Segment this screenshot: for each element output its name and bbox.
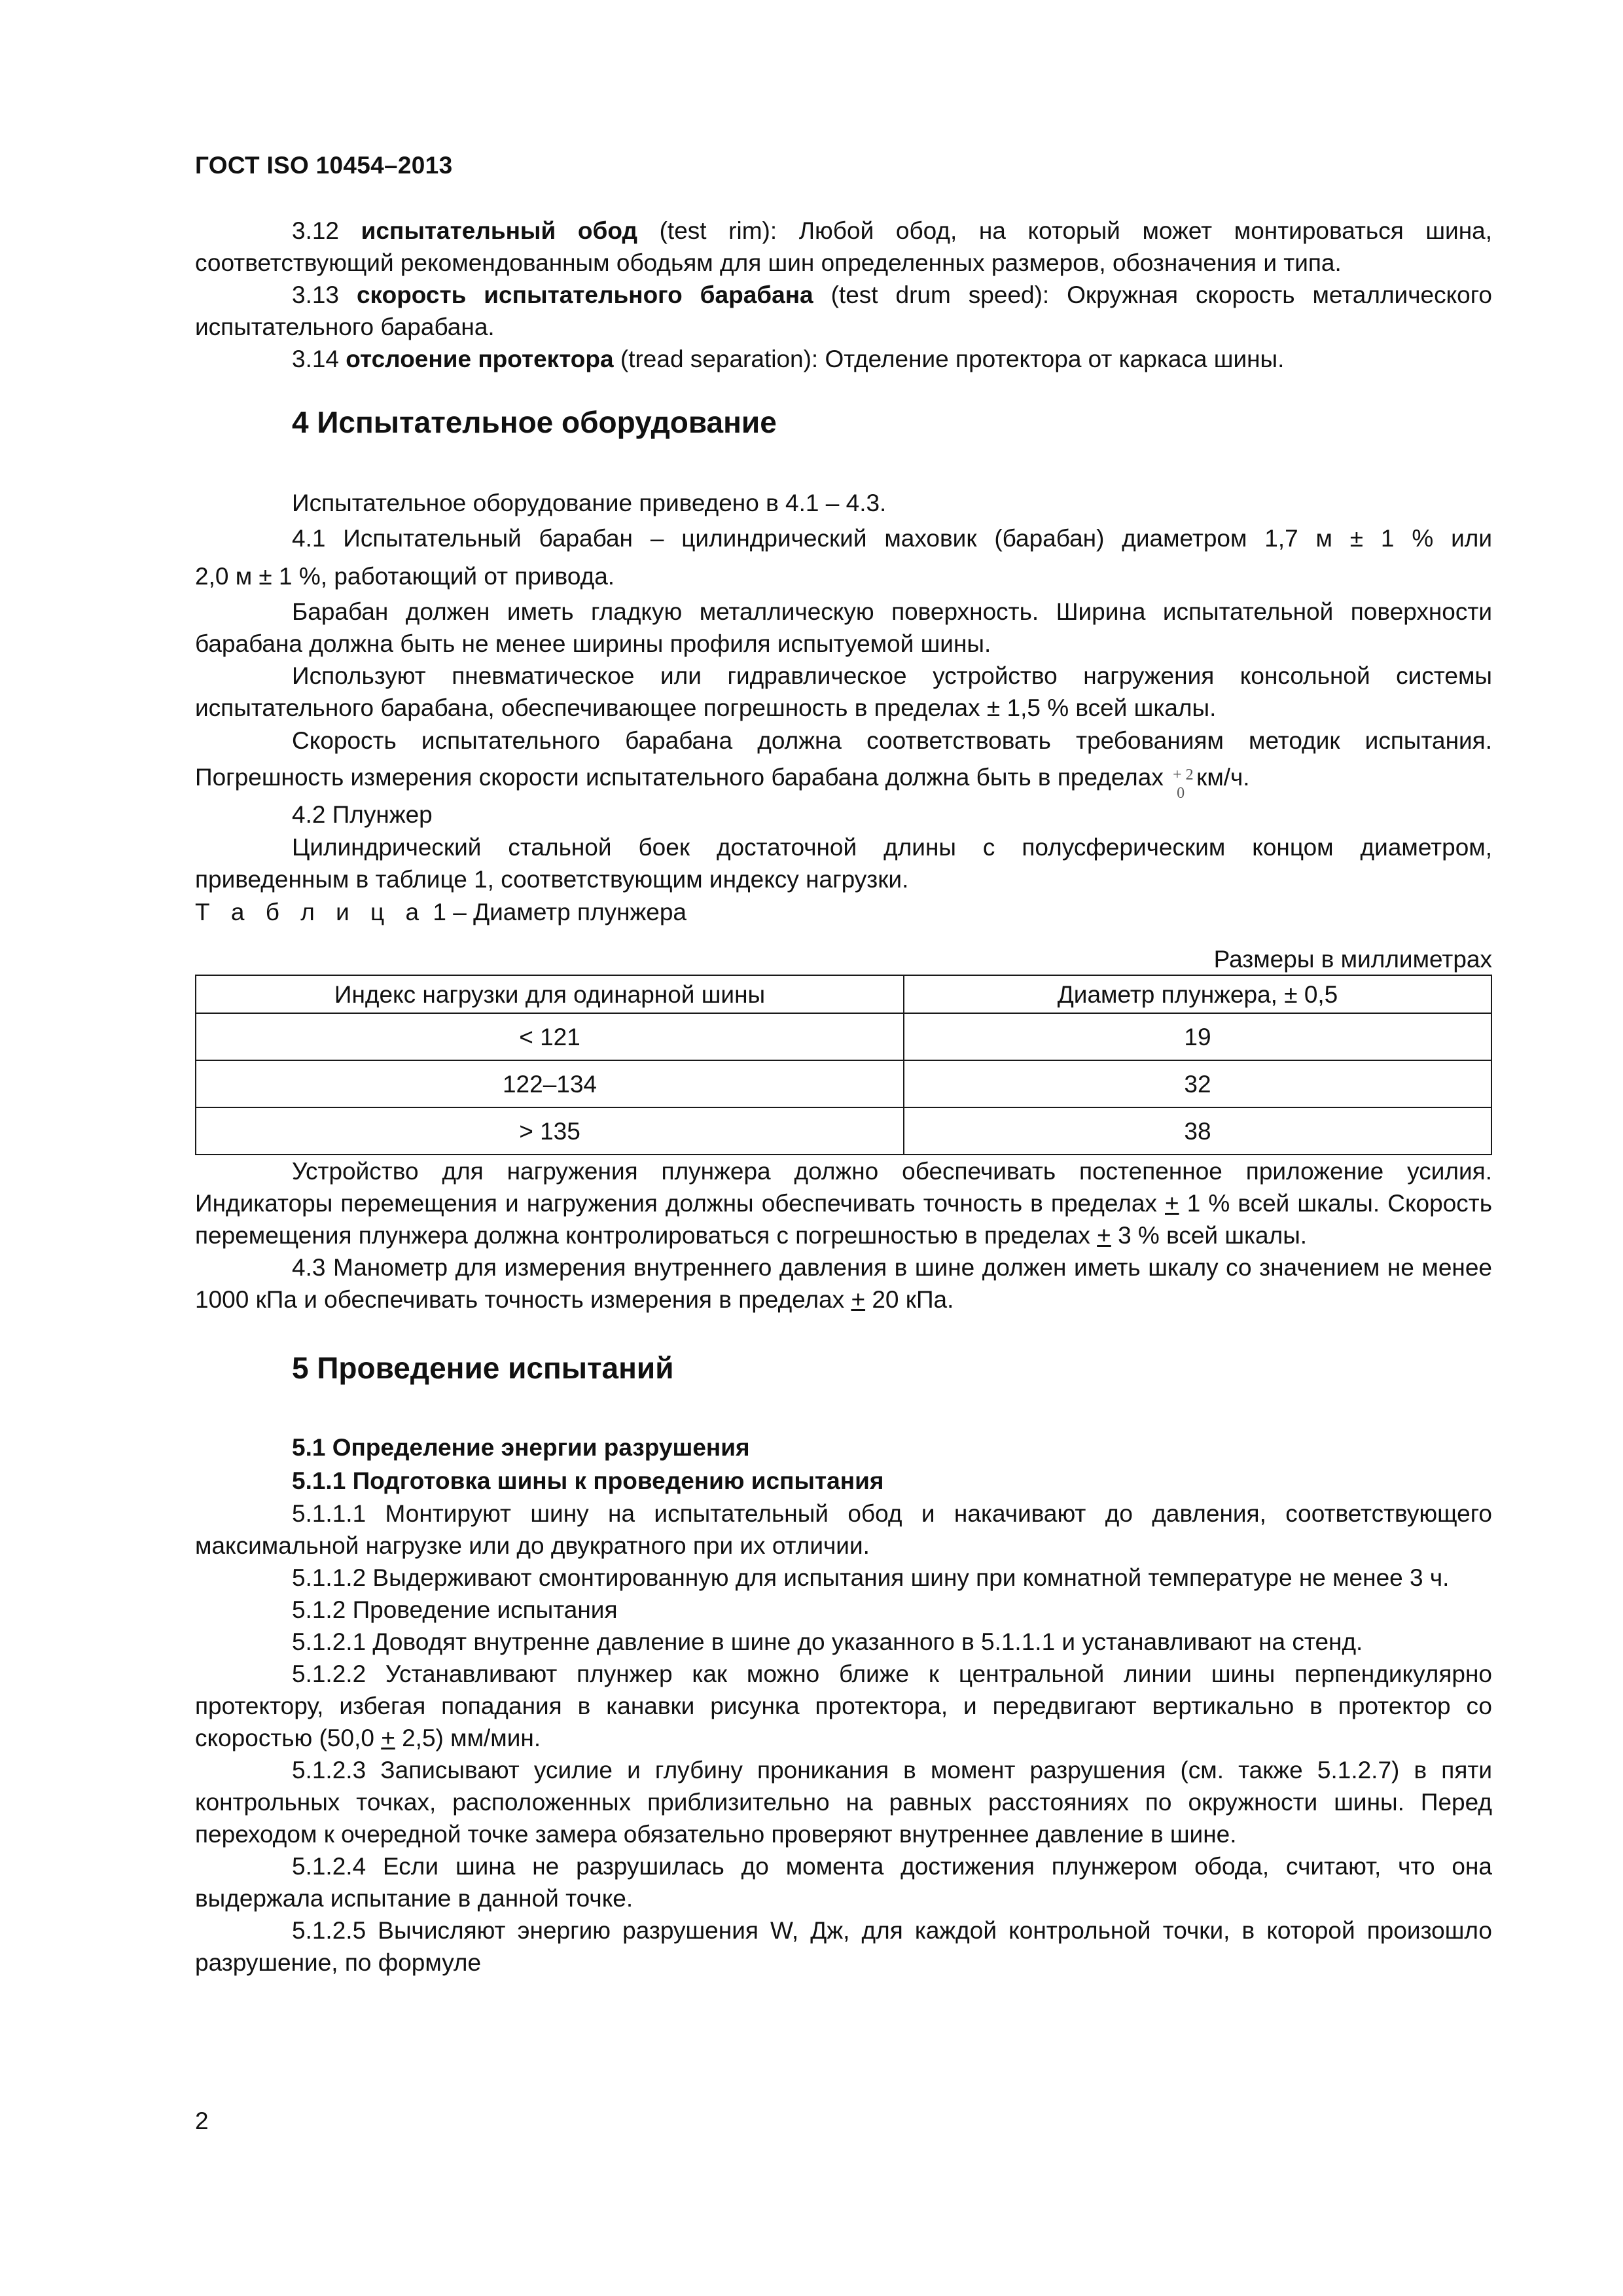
subsection-heading-5-1-1: 5.1.1 Подготовка шины к проведению испытания	[292, 1467, 884, 1494]
speed-tolerance-text: Погрешность измерения скорости испытательного барабана должна быть в пределах	[195, 764, 1164, 791]
document-header: ГОСТ ISO 10454–2013	[195, 152, 453, 179]
plunger-diameter-table	[195, 975, 1492, 1155]
tolerance-lower: 0	[1177, 785, 1185, 802]
paragraph-5-1-2-4: 5.1.2.4 Если шина не разрушилась до момента достижения плунжером обода, считают, что она выдержала испытание в данной точке.	[195, 1853, 1492, 1912]
table-row	[196, 1013, 1491, 1060]
plus-minus-sign: +	[851, 1286, 866, 1313]
tolerance-upper: + 2	[1173, 766, 1194, 784]
paragraph-plunger-description: Цилиндрический стальной боек достаточной длины с полусферическим концом диаметром, приведенным в таблице 1, соответствующим индексу нагрузки.	[195, 834, 1492, 893]
section-heading-5: 5 Проведение испытаний	[292, 1351, 674, 1385]
table-caption	[195, 895, 1492, 929]
paragraph-5-1-2-5: 5.1.2.5 Вычисляют энергию разрушения W, Дж, для каждой контрольной точки, в которой произошло разрушение, по формуле	[195, 1917, 1492, 1976]
paragraph-5-1-2-1: 5.1.2.1 Доводят внутренне давление в шине до указанного в 5.1.1.1 и устанавливают на стенд.	[292, 1628, 1363, 1655]
subsection-heading-5-1: 5.1 Определение энергии разрушения	[292, 1434, 750, 1461]
text-segment: 5.1.2.2 Устанавливают плунжер как можно ближе к центральной линии шины перпендикулярно протектору, избегая попадания в канавки рисунка протектора, и передвигают вертикально в протектор со скоростью (50,0	[195, 1660, 1492, 1751]
paragraph-4-intro: Испытательное оборудование приведено в 4.1 – 4.3.	[292, 490, 887, 516]
paragraph-drum-surface: Барабан должен иметь гладкую металлическую поверхность. Ширина испытательной поверхности барабана должна быть не менее ширины профиля испытуемой шины.	[195, 598, 1492, 657]
table-title: 1 – Диаметр плунжера	[433, 899, 687, 925]
table-cell: < 121	[196, 1013, 904, 1060]
defined-term: испытательный обод	[361, 217, 637, 244]
paragraph-5-1-2-3: 5.1.2.3 Записывают усилие и глубину проникания в момент разрушения (см. также 5.1.2.7) в пяти контрольных точках, расположенных приблизительно на равных расстояниях по окружности шины. Перед переходом к очередной точке замера обязательно проверяют внутреннее давление в шине.	[195, 1757, 1492, 1848]
clause-number: 3.14	[292, 346, 340, 372]
defined-term: отслоение протектора	[346, 346, 614, 372]
table-cell: 19	[904, 1013, 1491, 1060]
paragraph-plunger-loading	[195, 1155, 1492, 1251]
text-segment: 20 кПа.	[872, 1286, 954, 1313]
section-heading-4: 4 Испытательное оборудование	[292, 405, 777, 439]
text-segment: 1 % всей шкалы. Скорость перемещения плунжера должна контролироваться с погрешностью в пределах	[195, 1190, 1493, 1249]
paragraph-load-device: Используют пневматическое или гидравлическое устройство нагружения консольной системы испытательного барабана, обеспечивающее погрешность в пределах ± 1,5 % всей шкалы.	[195, 662, 1492, 721]
table-header-cell: Индекс нагрузки для одинарной шины	[196, 975, 904, 1013]
table-cell: 32	[904, 1060, 1491, 1107]
plus-minus-sign: +	[1097, 1222, 1111, 1249]
paragraph-speed-tolerance	[195, 757, 1492, 802]
table-cell: 122–134	[196, 1060, 904, 1107]
table-cell: > 135	[196, 1107, 904, 1155]
plus-minus-sign: +	[381, 1725, 395, 1751]
clause-number: 3.12	[292, 217, 340, 244]
paragraph-5-1-1-2: 5.1.1.2 Выдерживают смонтированную для испытания шину при комнатной температуре не менее 3 ч.	[292, 1564, 1450, 1591]
table-row	[196, 1060, 1491, 1107]
definition-text: (tread separation): Отделение протектора от каркаса шины.	[620, 346, 1285, 372]
definition-text: (test rim): Любой обод, на который может монтироваться шина, соответствующий рекомендованным ободьям для шин определенных размеров, обозначения и типа.	[195, 217, 1493, 276]
paragraph-4-2: 4.2 Плунжер	[292, 801, 433, 828]
paragraph-5-1-2-2	[195, 1658, 1492, 1754]
definition-text: (test drum speed): Окружная скорость металлического испытательного барабана.	[195, 281, 1493, 340]
speed-unit: км/ч.	[1196, 764, 1250, 791]
definition-3-14	[195, 343, 1492, 375]
plus-minus-sign: +	[1165, 1190, 1179, 1217]
paragraph-4-1-cont: 2,0 м ± 1 %, работающий от привода.	[195, 563, 615, 590]
paragraph-5-1-2: 5.1.2 Проведение испытания	[292, 1596, 618, 1623]
table-header-row	[196, 975, 1491, 1013]
paragraph-4-3	[195, 1251, 1492, 1316]
table-row	[196, 1107, 1491, 1155]
table-label: Т а б л и ц а	[195, 899, 427, 925]
paragraph-5-1-1-1: 5.1.1.1 Монтируют шину на испытательный обод и накачивают до давления, соответствующего максимальной нагрузке или до двукратного при их отличии.	[195, 1500, 1492, 1559]
text-segment: 3 % всей шкалы.	[1118, 1222, 1308, 1249]
defined-term: скорость испытательного барабана	[356, 281, 813, 308]
tolerance-superscript	[1170, 766, 1196, 802]
text-segment: 4.3 Манометр для измерения внутреннего давления в шине должен иметь шкалу со значением не менее 1000 кПа и обеспечивать точность измерения в пределах	[195, 1254, 1492, 1313]
table-header-cell: Диаметр плунжера, ± 0,5	[904, 975, 1491, 1013]
clause-number: 3.13	[292, 281, 340, 308]
table-units-note: Размеры в миллиметрах	[1213, 946, 1492, 973]
document-body	[195, 215, 1492, 1979]
page-number: 2	[195, 2108, 209, 2134]
table-cell: 38	[904, 1107, 1491, 1155]
text-segment: 2,5) мм/мин.	[402, 1725, 541, 1751]
definition-3-12	[195, 215, 1492, 279]
paragraph-4-1: 4.1 Испытательный барабан – цилиндрический маховик (барабан) диаметром 1,7 м ± 1 % или	[292, 525, 1492, 552]
definition-3-13	[195, 279, 1492, 343]
text-segment: Устройство для нагружения плунжера должно обеспечивать постепенное приложение усилия. Индикаторы перемещения и нагружения должны обеспечивать точность в пределах	[195, 1158, 1492, 1217]
paragraph-drum-speed: Скорость испытательного барабана должна соответствовать требованиям методик испытания.	[292, 727, 1492, 754]
